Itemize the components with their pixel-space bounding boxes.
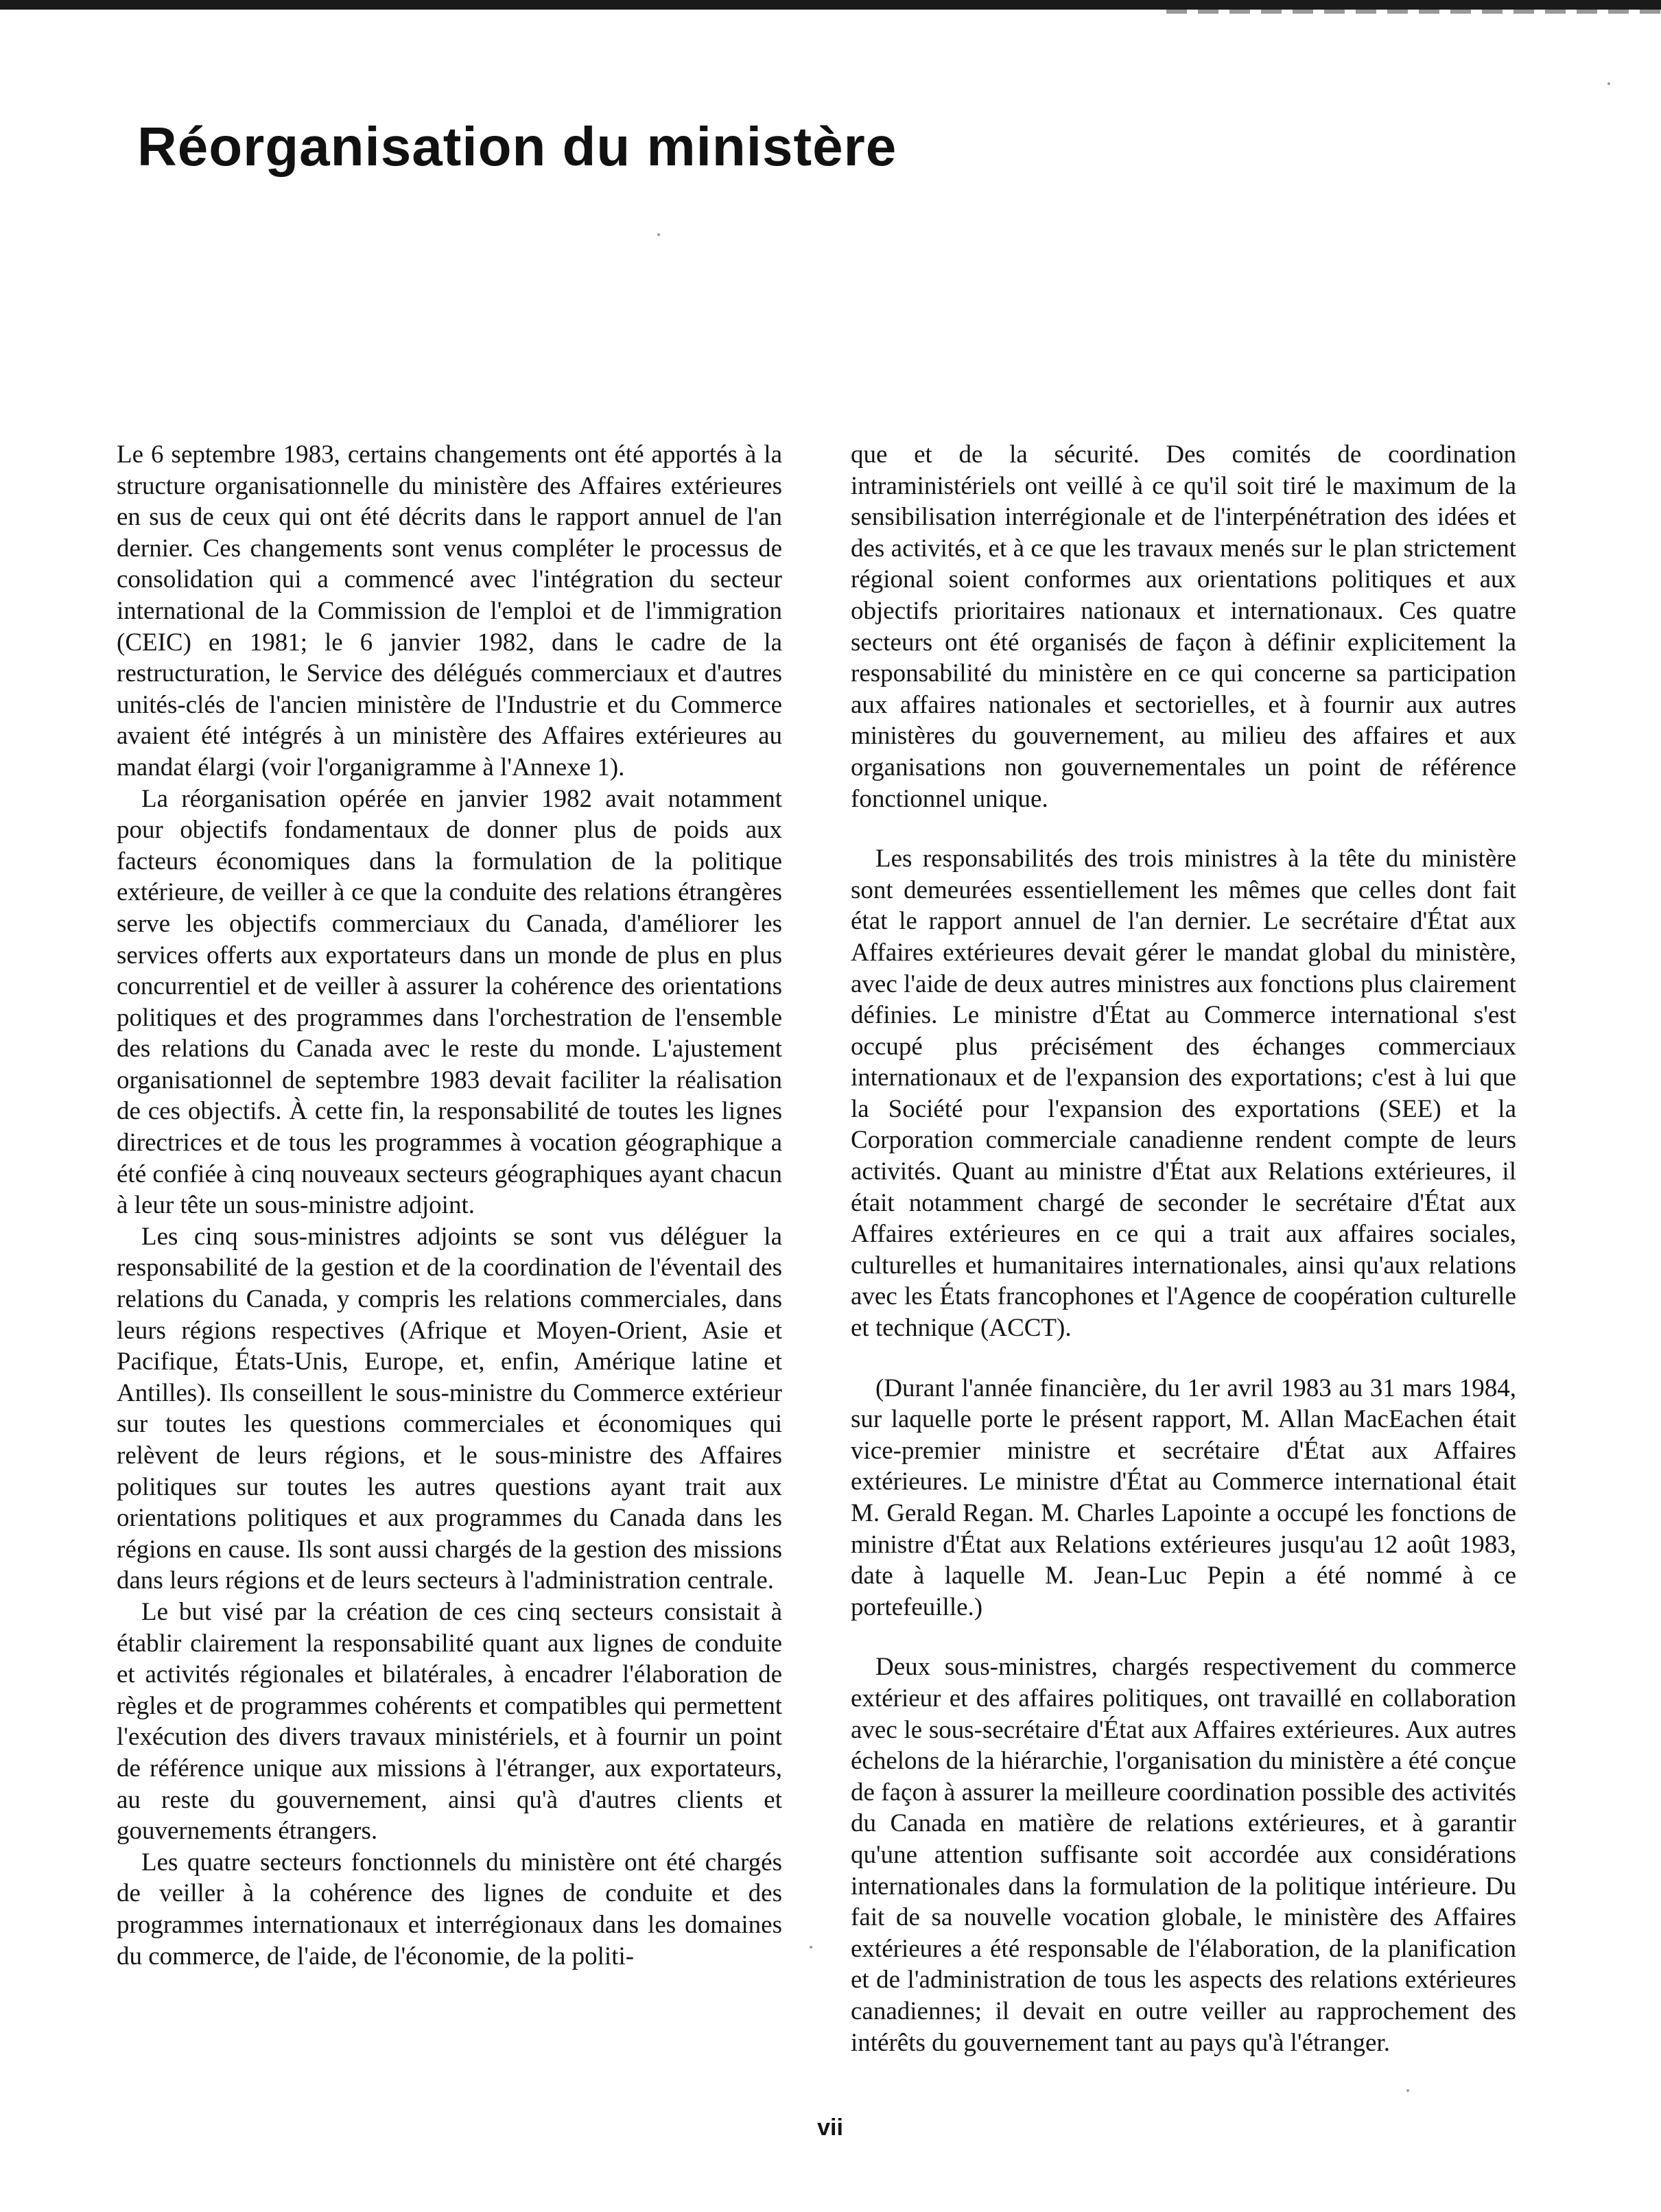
paragraph: Les quatre secteurs fonctionnels du ministère ont été chargés de veiller à la cohérence des lignes de conduite et des programmes internationaux et interrégionaux dans les domaines du commerce, de l'aide, de l'économie, de la politi- bbox=[117, 1848, 782, 1970]
page-number: vii bbox=[817, 2115, 843, 2141]
paragraph: (Durant l'année financière, du 1er avril 1983 au 31 mars 1984, sur laquelle porte le présent rapport, M. Allan MacEachen était vice-premier ministre et secrétaire d'État aux Affaires extérieures. Le ministre d'État au Commerce international était M. Gerald Regan. M. Charles Lapointe a occupé les fonctions de ministre d'État aux Relations extérieures jusqu'au 12 août 1983, date à laquelle M. Jean-Luc Pepin a été nommé à ce portefeuille.) bbox=[851, 1374, 1516, 1621]
paragraph: que et de la sécurité. Des comités de coordination intraministériels ont veillé à ce qu'il soit tiré le maximum de la sensibilisation interrégionale et de l'interpénétration des idées et des activités, et à ce que les travaux menés sur le plan strictement régional soient conformes aux orientations politiques et aux objectifs prioritaires nationaux et internationaux. Ces quatre secteurs ont été organisés de façon à définir explicitement la responsabilité du ministère en ce qui concerne sa participation aux affaires nationales et sectorielles, et à fournir aux autres ministères du gouvernement, au milieu des affaires et aux organisations non gouvernementales un point de référence fonctionnel unique. bbox=[851, 440, 1516, 813]
paragraph: Le but visé par la création de ces cinq secteurs consistait à établir clairement la responsabilité quant aux lignes de conduite et activités régionales et bilatérales, à encadrer l'élaboration de règles et de programmes cohérents et compatibles qui permettent l'exécution des divers travaux ministériels, et à fournir un point de référence unique aux missions à l'étranger, aux exportateurs, au reste du gouvernement, ainsi qu'à d'autres clients et gouvernements étrangers. bbox=[117, 1597, 782, 1846]
scan-border-fragment bbox=[1166, 10, 1661, 14]
right-column bbox=[851, 439, 1516, 2058]
paragraph: Les responsabilités des trois ministres à la tête du ministère sont demeurées essentiellement les mêmes que celles dont fait état le rapport annuel de l'an dernier. Le secrétaire d'État aux Affaires extérieures devait gérer le mandat global du ministère, avec l'aide de deux autres ministres aux fonctions plus clairement définies. Le ministre d'État au Commerce international s'est occupé plus précisément des échanges commerciaux internationaux et de l'expansion des exportations; c'est à lui que la Société pour l'expansion des exportations (SEE) et la Corporation commerciale canadienne rendent compte de leurs activités. Quant au ministre d'État aux Relations extérieures, il était notamment chargé de seconder le secrétaire d'État aux Affaires extérieures en ce qui a trait aux affaires sociales, culturelles et humanitaires internationales, ainsi qu'aux relations avec les États francophones et l'Agence de coopération culturelle et technique (ACCT). bbox=[851, 845, 1516, 1343]
scan-speck bbox=[657, 233, 660, 236]
scan-border-top bbox=[0, 0, 1661, 10]
paragraph: Les cinq sous-ministres adjoints se sont vus déléguer la responsabilité de la gestion et de la coordination de l'éventail des relations du Canada, y compris les relations commerciales, dans leurs régions respectives (Afrique et Moyen-Orient, Asie et Pacifique, États-Unis, Europe, et, enfin, Amérique latine et Antilles). Ils conseillent le sous-ministre du Commerce extérieur sur toutes les questions commerciales et économiques qui relèvent de leurs régions, et le sous-ministre des Affaires politiques sur toutes les autres questions ayant trait aux orientations politiques et aux programmes du Canada dans les régions en cause. Ils sont aussi chargés de la gestion des missions dans leurs régions et de leurs secteurs à l'administration centrale. bbox=[117, 1222, 782, 1595]
paragraph: La réorganisation opérée en janvier 1982 avait notamment pour objectifs fondamentaux de donner plus de poids aux facteurs économiques dans la formulation de la politique extérieure, de veiller à ce que la conduite des relations étrangères serve les objectifs commerciaux du Canada, d'améliorer les services offerts aux exportateurs dans un monde de plus en plus concurrentiel et de veiller à assurer la cohérence des orientations politiques et des programmes dans l'orchestration de l'ensemble des relations du Canada avec le reste du monde. L'ajustement organisationnel de septembre 1983 devait faciliter la réalisation de ces objectifs. À cette fin, la responsabilité de toutes les lignes directrices et de tous les programmes à vocation géographique a été confiée à cinq nouveaux secteurs géographiques ayant chacun à leur tête un sous-ministre adjoint. bbox=[117, 784, 782, 1220]
paragraph: Deux sous-ministres, chargés respectivement du commerce extérieur et des affaires politiques, ont travaillé en collaboration avec le sous-secrétaire d'État aux Affaires extérieures. Aux autres échelons de la hiérarchie, l'organisation du ministère a été conçue de façon à assurer la meilleure coordination possible des activités du Canada en matière de relations extérieures, et à garantir qu'une attention suffisante soit accordée aux considérations internationales dans la formulation de la politique intérieure. Du fait de sa nouvelle vocation globale, le ministère des Affaires extérieures a été responsable de l'élaboration, de la planification et de l'administration de tous les aspects des relations extérieures canadiennes; il devait en outre veiller au rapprochement des intérêts du gouvernement tant au pays qu'à l'étranger. bbox=[851, 1653, 1516, 2057]
page-title: Réorganisation du ministère bbox=[137, 116, 897, 177]
left-column bbox=[117, 439, 782, 1972]
scan-speck bbox=[1607, 82, 1610, 85]
scan-speck bbox=[1406, 2089, 1409, 2092]
paragraph: Le 6 septembre 1983, certains changements ont été apportés à la structure organisationnelle du ministère des Affaires extérieures en sus de ceux qui ont été décrits dans le rapport annuel de l'an dernier. Ces changements sont venus compléter le processus de consolidation qui a commencé avec l'intégration du secteur international de la Commission de l'emploi et de l'immigration (CEIC) en 1981; le 6 janvier 1982, dans le cadre de la restructuration, le Service des délégués commerciaux et d'autres unités-clés de l'ancien ministère de l'Industrie et du Commerce avaient été intégrés à un ministère des Affaires extérieures au mandat élargi (voir l'organigramme à l'Annexe 1). bbox=[117, 440, 782, 781]
scan-speck bbox=[810, 1946, 812, 1949]
